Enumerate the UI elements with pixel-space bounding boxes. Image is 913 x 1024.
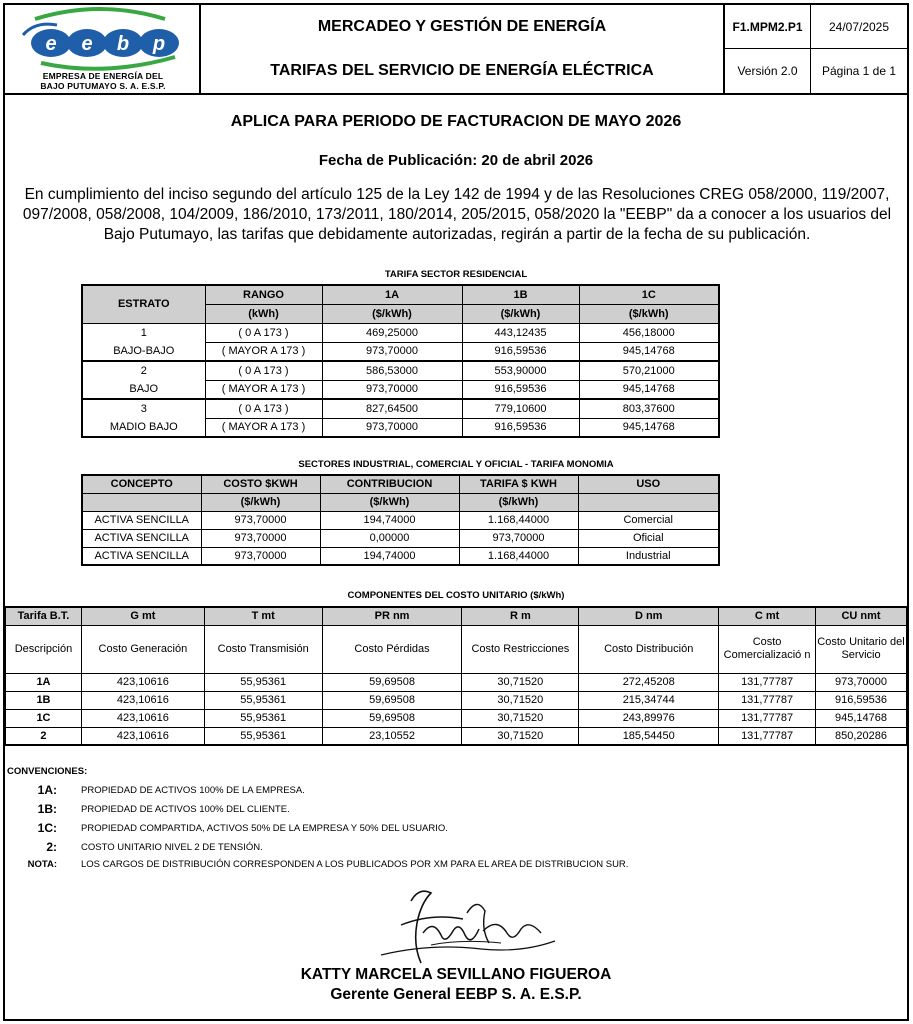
header-concepto: CONCEPTO	[82, 475, 201, 493]
range-cell: ( MAYOR A 173 )	[205, 380, 322, 399]
value-cell: 803,37600	[579, 399, 719, 418]
header-rango: RANGO	[205, 285, 322, 304]
header-cu-nmt: CU nmt	[816, 607, 907, 625]
value-cell: 0,00000	[320, 529, 459, 547]
value-cell: 973,70000	[322, 342, 462, 361]
header-contribucion: CONTRIBUCION	[320, 475, 459, 493]
header-c-mt: C mt	[719, 607, 816, 625]
table-row	[82, 361, 719, 380]
table-row	[6, 709, 907, 727]
estrato-name: BAJO-BAJO	[82, 342, 205, 361]
table-row	[82, 399, 719, 418]
value-cell: 973,70000	[201, 547, 320, 565]
value-cell: 185,54450	[579, 727, 719, 745]
header-uso: USO	[578, 475, 719, 493]
document-code: F1.MPM2.P1	[725, 5, 811, 49]
table-row	[82, 547, 719, 565]
convention-key: 2:	[46, 840, 57, 854]
table-row	[82, 529, 719, 547]
company-logo	[5, 5, 201, 71]
convention-key: NOTA:	[27, 858, 57, 870]
range-cell: ( 0 A 173 )	[205, 323, 322, 342]
logo-cell	[5, 5, 201, 93]
unit-rango: (kWh)	[205, 304, 322, 323]
value-cell: 423,10616	[81, 673, 204, 691]
value-cell: 945,14768	[816, 709, 907, 727]
residential-table-title: TARIFA SECTOR RESIDENCIAL	[384, 269, 528, 280]
table-row	[6, 727, 907, 745]
value-cell: 423,10616	[81, 709, 204, 727]
value-cell: 55,95361	[204, 673, 322, 691]
value-cell: 1.168,44000	[459, 547, 578, 565]
value-cell: 1.168,44000	[459, 511, 578, 529]
use-cell: Oficial	[578, 529, 719, 547]
value-cell: 59,69508	[322, 691, 462, 709]
value-cell: 945,14768	[579, 418, 719, 437]
value-cell: 973,70000	[201, 529, 320, 547]
header-tarifa: TARIFA $ KWH	[459, 475, 578, 493]
estrato-name: BAJO	[82, 380, 205, 399]
tariff-code: 1A	[6, 673, 82, 691]
range-cell: ( 0 A 173 )	[205, 399, 322, 418]
value-cell: 973,70000	[816, 673, 907, 691]
desc-cell: Costo Transmisión	[204, 625, 322, 673]
convention-key: 1B:	[37, 802, 57, 816]
value-cell: 850,20286	[816, 727, 907, 745]
document-header	[5, 5, 907, 95]
estrato-number: 2	[82, 361, 205, 380]
convention-key: 1C:	[37, 821, 57, 835]
use-cell: Comercial	[578, 511, 719, 529]
components-table	[5, 606, 907, 746]
range-cell: ( MAYOR A 173 )	[205, 418, 322, 437]
convention-text: LOS CARGOS DE DISTRIBUCIÓN CORRESPONDEN A LOS PUBLICADOS POR XM PARA EL AREA DE DISTRIBUCION SUR.	[81, 858, 629, 870]
table-row	[82, 342, 719, 361]
publication-date: Fecha de Publicación: 20 de abril 2026	[318, 152, 594, 169]
value-cell: 570,21000	[579, 361, 719, 380]
table-row	[82, 380, 719, 399]
value-cell: 30,71520	[462, 709, 579, 727]
convention-text: PROPIEDAD DE ACTIVOS 100% DE LA EMPRESA.	[81, 784, 305, 796]
desc-cell: Costo Distribución	[579, 625, 719, 673]
tariff-code: 1B	[6, 691, 82, 709]
value-cell: 272,45208	[579, 673, 719, 691]
desc-cell: Costo Comercializació n	[719, 625, 816, 673]
value-cell: 916,59536	[462, 418, 579, 437]
value-cell: 916,59536	[462, 380, 579, 399]
value-cell: 423,10616	[81, 727, 204, 745]
value-cell: 30,71520	[462, 691, 579, 709]
value-cell: 973,70000	[322, 418, 462, 437]
concept-cell: ACTIVA SENCILLA	[82, 547, 201, 565]
value-cell: 553,90000	[462, 361, 579, 380]
concept-cell: ACTIVA SENCILLA	[82, 511, 201, 529]
value-cell: 469,25000	[322, 323, 462, 342]
intro-paragraph: En cumplimiento del inciso segundo del artículo 125 de la Ley 142 de 1994 y de las Resoluciones CREG 058/2000, 119/2007, 097/2008, 058/2008, 104/2009, 186/2010, 173/2011, 180/2014, 205/2015, 058/2020 la "EEBP" da a conocer a los usuarios del Bajo Putumayo, las tarifas que debidamente autorizadas, regirán a partir de la fecha de su publicación.	[22, 186, 892, 243]
residential-tariff-table	[81, 284, 720, 438]
header-1a: 1A	[322, 285, 462, 304]
unit-contribucion: ($/kWh)	[320, 493, 459, 511]
table-row	[6, 673, 907, 691]
document-subtitle: TARIFAS DEL SERVICIO DE ENERGÍA ELÉCTRICA	[270, 62, 654, 79]
header-1b: 1B	[462, 285, 579, 304]
range-cell: ( 0 A 173 )	[205, 361, 322, 380]
desc-cell: Costo Unitario del Servicio	[816, 625, 907, 673]
convention-text: PROPIEDAD COMPARTIDA, ACTIVOS 50% DE LA EMPRESA Y 50% DEL USUARIO.	[81, 822, 448, 834]
title-cell	[201, 5, 725, 93]
components-table-title: COMPONENTES DEL COSTO UNITARIO ($/kWh)	[347, 590, 565, 601]
value-cell: 456,18000	[579, 323, 719, 342]
header-tarifa-bt: Tarifa B.T.	[6, 607, 82, 625]
convention-item	[5, 819, 448, 837]
desc-cell: Costo Generación	[81, 625, 204, 673]
unit-1c: ($/kWh)	[579, 304, 719, 323]
svg-text:e: e	[81, 33, 93, 55]
convention-key: 1A:	[37, 783, 57, 797]
unit-1a: ($/kWh)	[322, 304, 462, 323]
value-cell: 131,77787	[719, 727, 816, 745]
value-cell: 23,10552	[322, 727, 462, 745]
company-name-line2: BAJO PUTUMAYO S. A. E.S.P.	[40, 81, 166, 91]
value-cell: 973,70000	[459, 529, 578, 547]
header-r-m: R m	[462, 607, 579, 625]
use-cell: Industrial	[578, 547, 719, 565]
desc-cell: Costo Pérdidas	[322, 625, 462, 673]
handwritten-signature	[371, 883, 563, 973]
unit-concepto	[82, 493, 201, 511]
value-cell: 973,70000	[201, 511, 320, 529]
value-cell: 916,59536	[462, 342, 579, 361]
value-cell: 423,10616	[81, 691, 204, 709]
convention-text: COSTO UNITARIO NIVEL 2 DE TENSIÓN.	[81, 841, 263, 853]
unit-tarifa: ($/kWh)	[459, 493, 578, 511]
value-cell: 586,53000	[322, 361, 462, 380]
header-costo: COSTO $KWH	[201, 475, 320, 493]
table-row	[82, 323, 719, 342]
convention-item	[5, 855, 629, 873]
value-cell: 30,71520	[462, 727, 579, 745]
unit-1b: ($/kWh)	[462, 304, 579, 323]
conventions-title: CONVENCIONES:	[7, 766, 88, 777]
value-cell: 827,64500	[322, 399, 462, 418]
tariff-code: 2	[6, 727, 82, 745]
value-cell: 30,71520	[462, 673, 579, 691]
value-cell: 916,59536	[816, 691, 907, 709]
document-version: Versión 2.0	[725, 49, 811, 93]
table-row	[82, 418, 719, 437]
value-cell: 215,34744	[579, 691, 719, 709]
header-1c: 1C	[579, 285, 719, 304]
header-t-mt: T mt	[204, 607, 322, 625]
value-cell: 973,70000	[322, 380, 462, 399]
value-cell: 945,14768	[579, 342, 719, 361]
value-cell: 131,77787	[719, 709, 816, 727]
signer-role: Gerente General EEBP S. A. E.S.P.	[330, 986, 582, 1003]
header-d-nm: D nm	[579, 607, 719, 625]
value-cell: 194,74000	[320, 511, 459, 529]
estrato-number: 1	[82, 323, 205, 342]
convention-item	[5, 781, 305, 799]
range-cell: ( MAYOR A 173 )	[205, 342, 322, 361]
header-pr-nm: PR nm	[322, 607, 462, 625]
value-cell: 243,89976	[579, 709, 719, 727]
value-cell: 55,95361	[204, 727, 322, 745]
document-meta	[725, 5, 907, 93]
estrato-number: 3	[82, 399, 205, 418]
industrial-table-title: SECTORES INDUSTRIAL, COMERCIAL Y OFICIAL - TARIFA MONOMIA	[298, 459, 614, 470]
estrato-name: MADIO BAJO	[82, 418, 205, 437]
value-cell: 59,69508	[322, 709, 462, 727]
svg-text:b: b	[116, 33, 130, 55]
table-row	[82, 511, 719, 529]
signer-name: KATTY MARCELA SEVILLANO FIGUEROA	[300, 966, 612, 983]
desc-label: Descripción	[6, 625, 82, 673]
company-name-line1: EMPRESA DE ENERGÍA DEL	[42, 71, 164, 81]
tariff-code: 1C	[6, 709, 82, 727]
header-estrato: ESTRATO	[82, 285, 205, 323]
convention-item	[5, 800, 290, 818]
industrial-tariff-table	[81, 474, 720, 566]
value-cell: 779,10600	[462, 399, 579, 418]
concept-cell: ACTIVA SENCILLA	[82, 529, 201, 547]
document-page-number: Página 1 de 1	[821, 64, 897, 78]
value-cell: 59,69508	[322, 673, 462, 691]
document-title: MERCADEO Y GESTIÓN DE ENERGÍA	[317, 18, 607, 35]
header-g-mt: G mt	[81, 607, 204, 625]
convention-text: PROPIEDAD DE ACTIVOS 100% DEL CLIENTE.	[81, 803, 290, 815]
billing-period-title: APLICA PARA PERIODO DE FACTURACION DE MAYO 2026	[230, 113, 682, 130]
value-cell: 194,74000	[320, 547, 459, 565]
table-row	[6, 691, 907, 709]
desc-cell: Costo Restricciones	[462, 625, 579, 673]
unit-uso	[578, 493, 719, 511]
value-cell: 131,77787	[719, 691, 816, 709]
value-cell: 55,95361	[204, 709, 322, 727]
svg-text:e: e	[45, 33, 57, 55]
convention-item	[5, 838, 263, 856]
svg-text:p: p	[152, 33, 166, 55]
value-cell: 131,77787	[719, 673, 816, 691]
document-date: 24/07/2025	[811, 5, 907, 49]
value-cell: 945,14768	[579, 380, 719, 399]
value-cell: 443,12435	[462, 323, 579, 342]
value-cell: 55,95361	[204, 691, 322, 709]
unit-costo: ($/kWh)	[201, 493, 320, 511]
document-page	[3, 3, 909, 1021]
